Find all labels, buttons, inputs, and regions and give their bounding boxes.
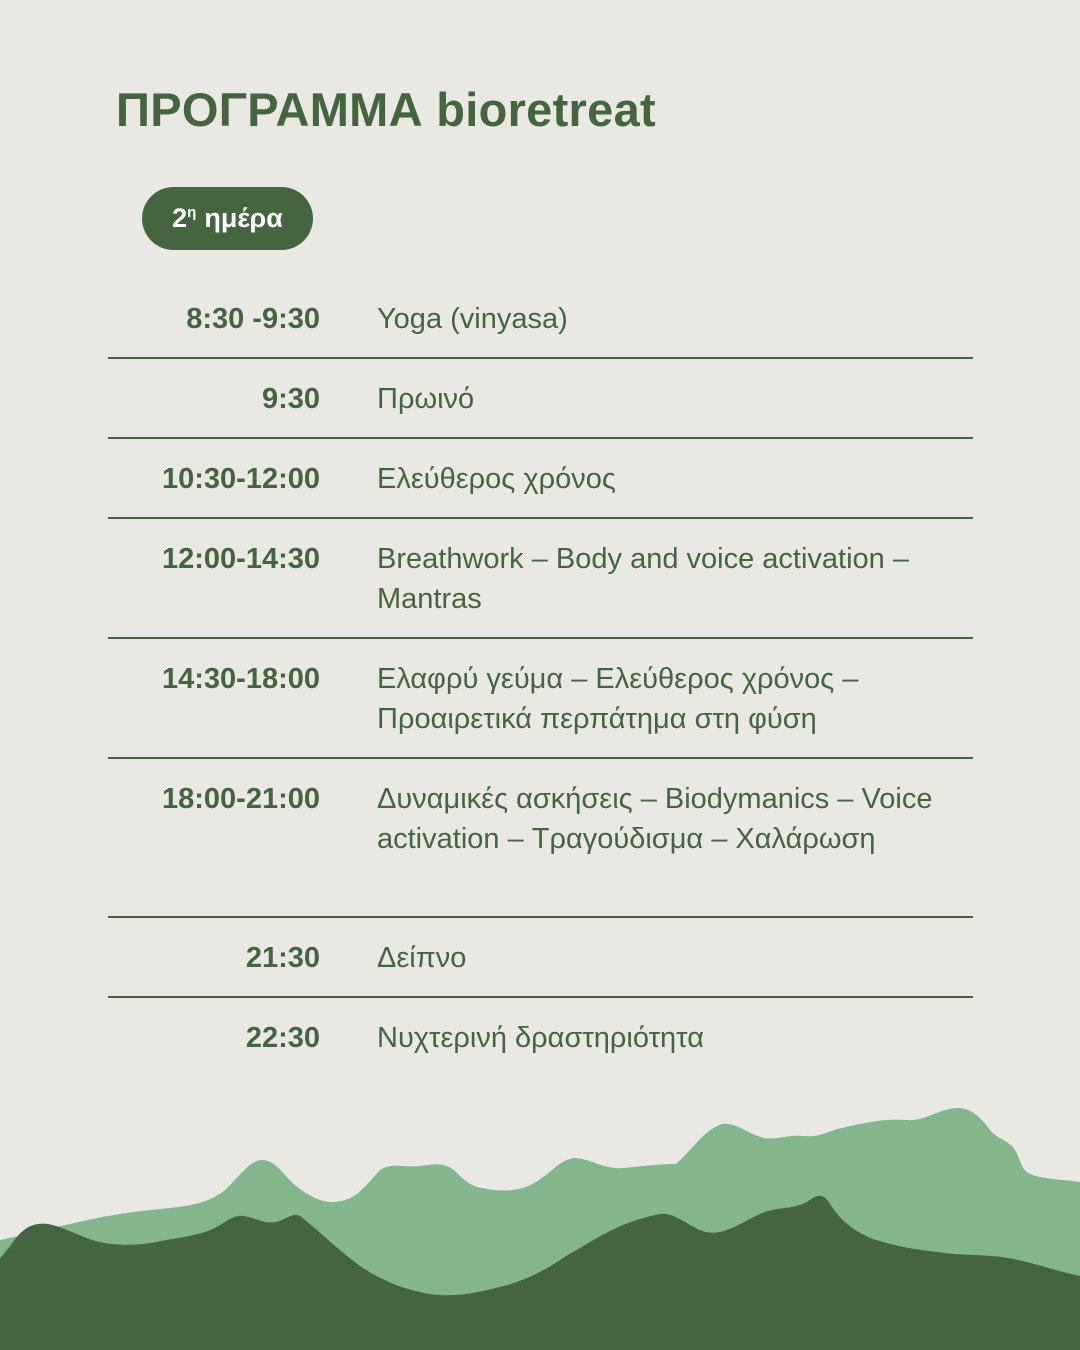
schedule-activity: Πρωινό (377, 383, 475, 415)
schedule-activity: Νυχτερινή δραστηριότητα (377, 1022, 704, 1054)
day-label: ημέρα (204, 203, 283, 233)
schedule-row (108, 759, 973, 918)
schedule-row (108, 279, 973, 359)
schedule-row (108, 359, 973, 439)
schedule-row (108, 519, 973, 639)
mountains-illustration (0, 1100, 1080, 1350)
schedule-table (108, 279, 973, 1078)
schedule-row (108, 998, 973, 1078)
day-badge (142, 187, 313, 250)
schedule-row (108, 918, 973, 998)
schedule-time: 10:30-12:00 (162, 463, 320, 495)
schedule-time: 22:30 (245, 1022, 320, 1054)
schedule-time: 18:00-21:00 (162, 783, 320, 815)
schedule-activity: Δείπνο (377, 942, 467, 974)
schedule-activity: Yoga (vinyasa) (377, 303, 568, 335)
page-title: ΠΡΟΓΡΑΜΜΑ bioretreat (116, 83, 656, 136)
schedule-time: 14:30-18:00 (162, 663, 320, 695)
day-superscript: η (187, 204, 197, 221)
schedule-time: 21:30 (245, 942, 320, 974)
schedule-activity: Ελαφρύ γεύμα – Ελεύθερος χρόνος – Προαιρετικά περπάτημα στη φύση (377, 663, 859, 735)
schedule-time: 9:30 (261, 383, 320, 415)
schedule-activity: Ελεύθερος χρόνος (377, 463, 616, 495)
schedule-row (108, 639, 973, 759)
day-number: 2 (172, 203, 188, 233)
schedule-row (108, 439, 973, 519)
schedule-time: 12:00-14:30 (162, 543, 320, 575)
schedule-activity: Δυναμικές ασκήσεις – Biodymanics – Voice activation – Τραγούδισμα – Χαλάρωση (377, 783, 933, 855)
schedule-activity: Breathwork – Body and voice activation – Mantras (377, 543, 909, 615)
schedule-time: 8:30 -9:30 (186, 303, 320, 335)
